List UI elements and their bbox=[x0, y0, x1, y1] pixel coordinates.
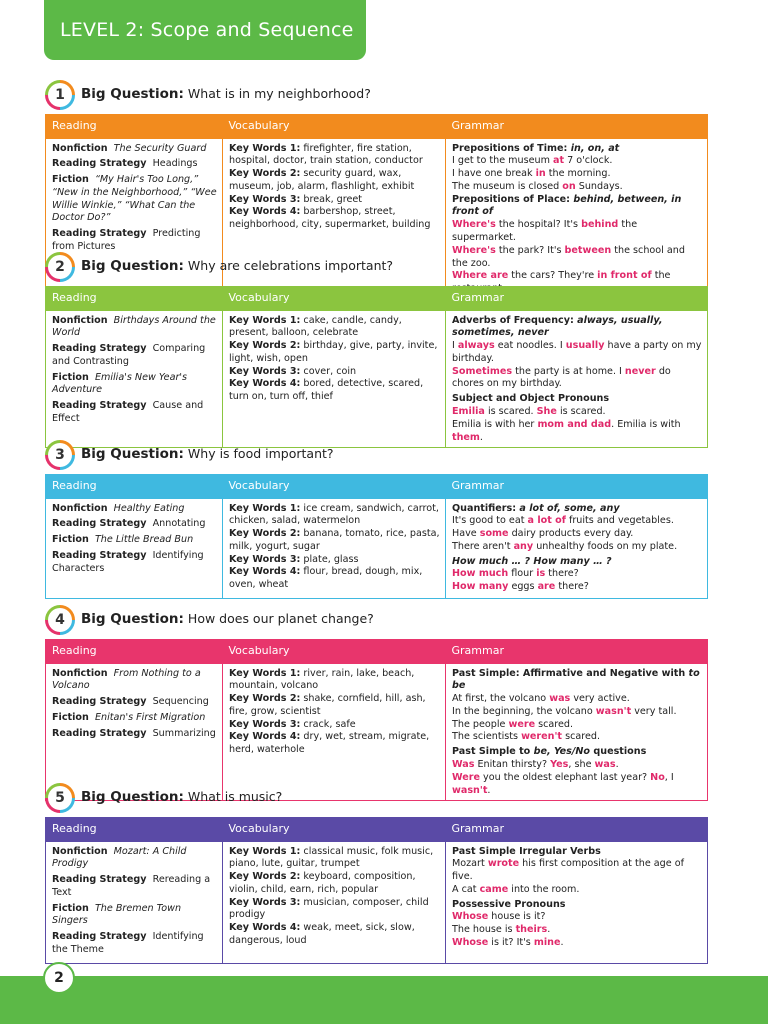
grammar-cell: Past Simple: Affirmative and Negative with to be At first, the volcano was very active. In the beginning, the volcano wasn't very tall. The people were scared. The scientists weren't scared. Past Simple to be, Yes/No questions Was Enitan thirsty? Yes, she was. Were you the oldest elephant last year? No, I wasn't. bbox=[452, 667, 700, 796]
unit-number-badge: 2 bbox=[45, 252, 75, 282]
column-header-grammar: Grammar bbox=[446, 115, 708, 139]
column-header-grammar: Grammar bbox=[446, 475, 708, 499]
unit-3-section bbox=[45, 440, 707, 599]
vocabulary-cell: Key Words 1: cake, candle, candy, present, balloon, celebrate Key Words 2: birthday, give, party, invite, light, wish, open Key Words 3: cover, coin Key Words 4: bored, detective, scared, turn on, turn off, thief bbox=[223, 311, 446, 448]
grammar-cell: Past Simple Irregular Verbs Mozart wrote his first composition at the age of five. A cat came into the room. Possessive Pronouns Whose house is it? The house is theirs. Whose is it? It's mine. bbox=[452, 845, 684, 949]
grammar-cell: Adverbs of Frequency: always, usually, sometimes, never I always eat noodles. I usually have a party on my birthday. Sometimes the party is at home. I never do chores on my birthday. Subject and Object Pronouns Emilia is scared. She is scared. Emilia is with her mom and dad. Emilia is with them. bbox=[452, 314, 702, 443]
unit-5-table bbox=[45, 817, 708, 964]
unit-number-badge: 5 bbox=[45, 783, 75, 813]
column-header-reading: Reading bbox=[46, 818, 223, 842]
reading-cell: Nonfiction From Nothing to a Volcano Reading Strategy Sequencing Fiction Enitan's First Migration Reading Strategy Summarizing bbox=[46, 664, 223, 801]
grammar-cell: Quantifiers: a lot of, some, any It's good to eat a lot of fruits and vegetables. Have some dairy products every day. There aren't any unhealthy foods on my plate. How much … ? How many … ? How much flour is there? How many eggs are there? bbox=[452, 502, 678, 593]
column-header-grammar: Grammar bbox=[446, 640, 708, 664]
column-header-reading: Reading bbox=[46, 115, 223, 139]
unit-3-table bbox=[45, 474, 708, 599]
big-question-2: 2 Big Question: Why are celebrations important? bbox=[45, 252, 707, 286]
grammar-cell: Prepositions of Time: in, on, at I get to the museum at 7 o'clock. I have one break in the morning. The museum is closed on Sundays. Prepositions of Place: behind, between, in front of Where's the hospital? It's behind the supermarket. Where's the park? It's between the school and the zoo. Where are the cars? They're in front of the bbox=[452, 142, 685, 282]
unit-number-badge: 1 bbox=[45, 80, 75, 110]
unit-2-section bbox=[45, 252, 707, 448]
unit-number-badge: 3 bbox=[45, 440, 75, 470]
column-header-reading: Reading bbox=[46, 475, 223, 499]
unit-5-section bbox=[45, 783, 707, 964]
big-question-4: 4 Big Question: How does our planet change? bbox=[45, 605, 707, 639]
vocabulary-cell: Key Words 1: ice cream, sandwich, carrot, chicken, salad, watermelon Key Words 2: banana, tomato, rice, pasta, milk, yogurt, sugar Key Words 3: plate, glass Key Words 4: flour, bread, dough, mix, oven, wheat bbox=[223, 499, 446, 599]
reading-cell: Nonfiction Mozart: A Child Prodigy Reading Strategy Rereading a Text Fiction The Bremen Town Singers Reading Strategy Identifying the Theme bbox=[46, 842, 223, 964]
big-question-3: 3 Big Question: Why is food important? bbox=[45, 440, 707, 474]
unit-2-table bbox=[45, 286, 708, 448]
reading-cell: Nonfiction Healthy Eating Reading Strategy Annotating Fiction The Little Bread Bun Reading Strategy Identifying Characters bbox=[46, 499, 223, 599]
big-question-text: How does our planet change? bbox=[187, 611, 374, 626]
column-header-vocabulary: Vocabulary bbox=[223, 640, 446, 664]
footer-bar bbox=[0, 976, 768, 1024]
page-number: 2 bbox=[43, 962, 75, 994]
column-header-vocabulary: Vocabulary bbox=[223, 287, 446, 311]
unit-4-section bbox=[45, 605, 707, 801]
column-header-vocabulary: Vocabulary bbox=[223, 818, 446, 842]
column-header-reading: Reading bbox=[46, 287, 223, 311]
vocabulary-cell: Key Words 1: classical music, folk music, piano, lute, guitar, trumpet Key Words 2: keyboard, composition, violin, child, earn, rich, popular Key Words 3: musician, composer, child prodigy Key Words 4: weak, meet, sick, slow, dangerous, loud bbox=[223, 842, 446, 964]
vocabulary-cell: Key Words 1: river, rain, lake, beach, mountain, volcano Key Words 2: shake, cornfield, hill, ash, fire, grow, scientist Key Words 3: crack, safe Key Words 4: dry, wet, stream, migrate, herd, waterhole bbox=[223, 664, 446, 801]
reading-cell: Nonfiction The Security Guard Reading Strategy Headings Fiction “My Hair's Too Long,” “New in the Neighborhood,” “Wee Willie Winkie,” “What Can the Doctor Do?” Reading Strategy Predicting from Pictures bbox=[46, 139, 223, 300]
column-header-vocabulary: Vocabulary bbox=[223, 475, 446, 499]
reading-cell: Nonfiction Birthdays Around the World Reading Strategy Comparing and Contrasting Fiction Emilia's New Year's Adventure Reading Strategy Cause and Effect bbox=[46, 311, 223, 448]
page-title: LEVEL 2: Scope and Sequence bbox=[44, 0, 366, 60]
column-header-grammar: Grammar bbox=[446, 818, 708, 842]
big-question-text: Why are celebrations important? bbox=[187, 258, 394, 273]
column-header-reading: Reading bbox=[46, 640, 223, 664]
column-header-grammar: Grammar bbox=[446, 287, 708, 311]
unit-number-badge: 4 bbox=[45, 605, 75, 635]
big-question-text: Why is food important? bbox=[187, 446, 334, 461]
big-question-5: 5 Big Question: What is music? bbox=[45, 783, 707, 817]
column-header-vocabulary: Vocabulary bbox=[223, 115, 446, 139]
big-question-text: What is music? bbox=[187, 789, 283, 804]
vocabulary-cell: Key Words 1: firefighter, fire station, hospital, doctor, train station, conductor Key Words 2: security guard, wax, museum, job, alarm, flashlight, exhibit Key Words 3: break, greet Key Words 4: barbershop, street, neighborhood, city, supermarket, building bbox=[223, 139, 446, 300]
big-question-text: What is in my neighborhood? bbox=[187, 86, 371, 101]
unit-4-table bbox=[45, 639, 708, 801]
big-question-1: 1 Big Question: What is in my neighborhood? bbox=[45, 80, 707, 114]
